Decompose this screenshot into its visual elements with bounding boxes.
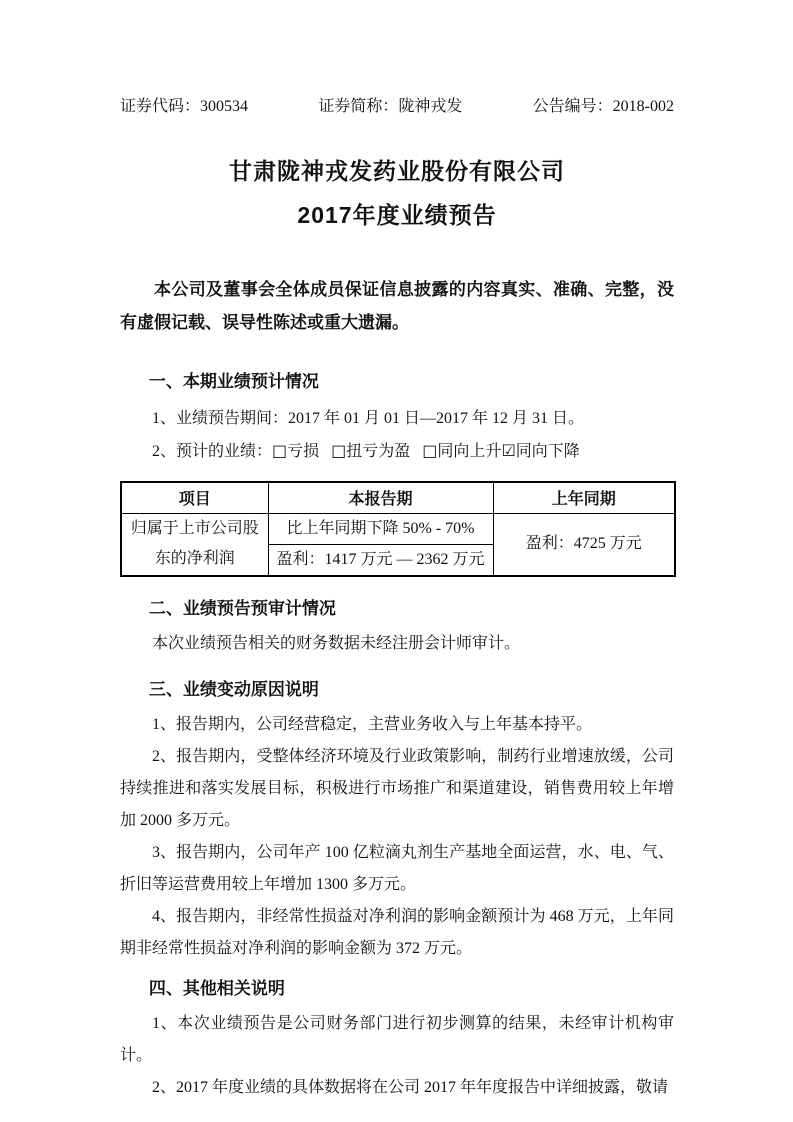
option-down-label: 同向下降 [515,443,580,460]
section4-item-2: 2、2017 年度业绩的具体数据将在公司 2017 年年度报告中详细披露，敬请 [152,1078,669,1096]
section3-item-2: 2、报告期内，受整体经济环境及行业政策影响，制药行业增速放缓，公司持续推进和落实发展目标，积极进行市场推广和渠道建设，销售费用较上年增加 2000 多万元。 [120,747,674,829]
option-turnaround-label: 扭亏为盈 [346,443,411,460]
cell-net-profit-item: 归属于上市公司股东的净利润 [121,513,268,576]
col-header-item: 项目 [121,482,268,513]
section4-heading: 四、其他相关说明 [148,978,285,998]
option-loss-label: 亏损 [287,443,320,460]
performance-forecast-table [120,481,676,577]
section1-heading: 一、本期业绩预计情况 [148,372,319,391]
checkbox-unchecked-icon: □ [422,441,438,460]
section3-item-3: 3、报告期内，公司年产 100 亿粒滴丸剂生产基地全面运营，水、电、气、折旧等运营费用较上年增加 1300 多万元。 [120,843,674,893]
announcement-number: 公告编号：2018-002 [532,98,674,115]
company-title: 甘肃陇神戎发药业股份有限公司 [229,158,565,184]
checkbox-unchecked-icon: □ [331,441,347,460]
cell-current-change: 比上年同期下降 50% - 70% [268,513,493,544]
option-turnaround [331,443,410,460]
checkbox-checked-icon: ☑ [501,441,516,460]
stock-code: 证券代码：300534 [120,98,249,115]
section2-body: 本次业绩预告相关的财务数据未经注册会计师审计。 [152,634,521,652]
section2-heading: 二、业绩预告预审计情况 [148,598,336,618]
forecast-period-line: 1、业绩预告期间：2017 年 01 月 01 日—2017 年 12 月 31 日。 [152,410,585,427]
option-up-label: 同向上升 [437,443,502,460]
table-row [121,513,675,544]
stock-name: 证券简称：陇神戎发 [318,98,463,115]
disclosure-statement: 本公司及董事会全体成员保证信息披露的内容真实、准确、完整，没有虚假记载、误导性陈述或重大遗漏。 [120,280,674,332]
section3-item-1: 1、报告期内，公司经营稳定，主营业务收入与上年基本持平。 [152,715,593,733]
checkbox-unchecked-icon: □ [272,441,288,460]
col-header-current-period: 本报告期 [268,482,493,513]
section4-item-1: 1、本次业绩预告是公司财务部门进行初步测算的结果，未经审计机构审计。 [120,1014,674,1064]
report-title: 2017年度业绩预告 [297,202,497,228]
document-header [120,97,674,116]
cell-current-profit: 盈利：1417 万元 — 2362 万元 [268,544,493,576]
forecast-type-line [120,435,674,468]
forecast-type-label: 2、预计的业绩： [152,443,273,460]
table-header-row [121,482,675,513]
section3-item-4: 4、报告期内，非经常性损益对净利润的影响金额预计为 468 万元，上年同期非经常性损益对净利润的影响金额为 372 万元。 [120,907,674,957]
section3-heading: 三、业绩变动原因说明 [148,679,319,699]
option-same-direction-down [501,443,579,460]
col-header-prior-period: 上年同期 [493,482,675,513]
option-same-direction-up [422,443,501,460]
option-loss [272,443,319,460]
cell-prior-profit: 盈利：4725 万元 [493,513,675,576]
